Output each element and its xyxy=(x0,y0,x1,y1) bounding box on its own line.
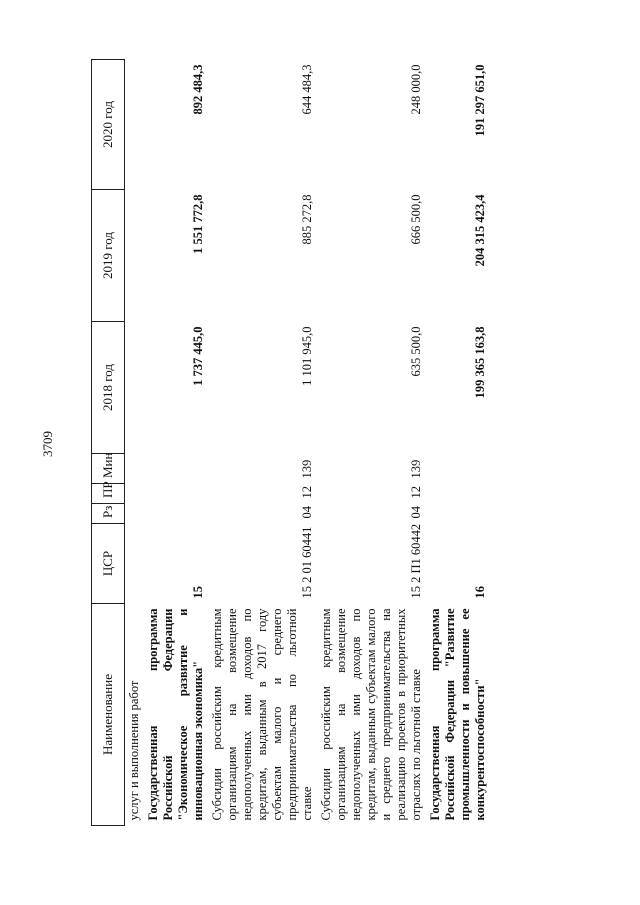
row-2018: 1 737 445,0 xyxy=(191,326,205,386)
page-number: 3709 xyxy=(40,431,55,457)
row-name: Субсидии российским кредитным организациям на возмещение недополученных ими доходов по кредитам, выданным субъектам малого и среднего предпринимательства на реализацию проектов в приоритетных отраслях по льготной ставке xyxy=(319,608,423,821)
continuation-text: услуг и выполнения работ xyxy=(127,680,141,821)
row-2019: 204 315 423,4 xyxy=(473,194,487,267)
header-2018: 2018 год xyxy=(92,322,125,454)
table-row xyxy=(144,60,208,826)
row-pr xyxy=(144,484,208,504)
header-csr: ЦСР xyxy=(92,524,125,604)
row-2019: 1 551 772,8 xyxy=(191,194,205,254)
table-header-row xyxy=(92,60,125,826)
row-pr: 12 xyxy=(300,486,314,499)
row-min xyxy=(426,454,490,484)
row-2020: 191 297 651,0 xyxy=(473,64,487,137)
row-2018: 199 365 163,8 xyxy=(473,326,487,399)
row-2018: 1 101 945,0 xyxy=(300,326,314,386)
row-min: 139 xyxy=(300,459,314,479)
header-name: Наименование xyxy=(92,604,125,826)
row-pr xyxy=(426,484,490,504)
row-csr: 15 2 П1 60442 xyxy=(409,523,423,599)
header-2020: 2020 год xyxy=(92,60,125,190)
row-csr: 15 xyxy=(191,586,205,599)
table-row xyxy=(426,60,490,826)
budget-table xyxy=(91,59,490,826)
table-row xyxy=(208,60,317,826)
table-row xyxy=(317,60,426,826)
row-rz xyxy=(144,504,208,524)
row-2018: 635 500,0 xyxy=(409,326,423,377)
row-csr: 16 xyxy=(473,586,487,599)
continuation-row xyxy=(125,60,145,826)
row-min xyxy=(144,454,208,484)
header-min: Мин xyxy=(92,454,125,484)
row-csr: 15 2 01 60441 xyxy=(300,526,314,599)
row-min: 139 xyxy=(409,459,423,479)
row-2019: 666 500,0 xyxy=(409,194,423,245)
row-2020: 644 484,3 xyxy=(300,64,314,115)
row-2020: 892 484,3 xyxy=(191,64,205,115)
budget-table-container xyxy=(91,60,607,826)
header-2019: 2019 год xyxy=(92,190,125,322)
row-pr: 12 xyxy=(409,486,423,499)
row-name: Государственная программа Российской Федерации "Экономическое развитие и инновационная экономика" xyxy=(146,608,205,821)
header-rz: Рз xyxy=(92,504,125,524)
row-rz xyxy=(426,504,490,524)
row-2019: 885 272,8 xyxy=(300,194,314,245)
row-rz: 04 xyxy=(409,506,423,519)
row-2020: 248 000,0 xyxy=(409,64,423,115)
header-pr: ПР xyxy=(92,484,125,504)
row-rz: 04 xyxy=(300,506,314,519)
row-name: Государственная программа Российской Федерации "Развитие промышленности и повышение ее конкурентоспособности" xyxy=(428,608,487,821)
row-name: Субсидии российским кредитным организациям на возмещение недополученных ими доходов по кредитам, выданным в 2017 году субъектам малого и среднего предпринимательства по льготной ставке xyxy=(210,608,314,821)
